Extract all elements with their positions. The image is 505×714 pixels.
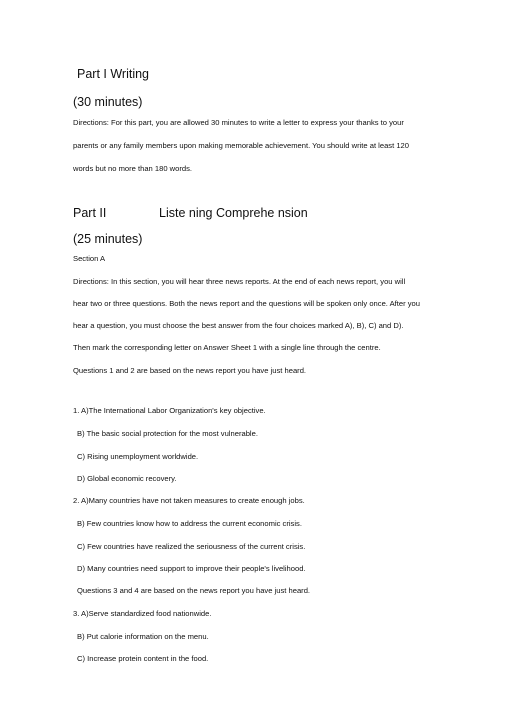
- question-1-option-d: D) Global economic recovery.: [77, 474, 177, 483]
- question-2-option-b: B) Few countries know how to address the current economic crisis.: [77, 519, 302, 528]
- part2-directions-line-4: Then mark the corresponding letter on Answer Sheet 1 with a single line through the centre.: [73, 343, 381, 352]
- question-3-option-c: C) Increase protein content in the food.: [77, 654, 209, 663]
- part2-title-part: Part II: [73, 206, 107, 220]
- part1-directions-line-2: parents or any family members upon making memorable achievement. You should write at least 120: [73, 141, 409, 150]
- part2-directions-line-5: Questions 1 and 2 are based on the news report you have just heard.: [73, 366, 307, 375]
- part1-directions-line-1: Directions: For this part, you are allowed 30 minutes to write a letter to express your thanks to your: [73, 118, 404, 127]
- question-2-option-d: D) Many countries need support to improve their people's livelihood.: [77, 564, 306, 573]
- part2-directions-line-2: hear two or three questions. Both the news report and the questions will be spoken only once. After you: [73, 299, 420, 308]
- part2-time: (25 minutes): [73, 232, 143, 246]
- question-1-option-a: 1. A)The International Labor Organization's key objective.: [73, 406, 266, 415]
- question-2-option-a: 2. A)Many countries have not taken measures to create enough jobs.: [73, 496, 305, 505]
- section-a-label: Section A: [73, 254, 106, 263]
- part1-title: Part I Writing: [77, 67, 150, 81]
- questions-3-4-note: Questions 3 and 4 are based on the news report you have just heard.: [77, 586, 311, 595]
- question-3-option-a: 3. A)Serve standardized food nationwide.: [73, 609, 212, 618]
- question-1-option-b: B) The basic social protection for the most vulnerable.: [77, 429, 258, 438]
- part2-title-section: Liste ning Comprehe nsion: [159, 206, 308, 220]
- part2-directions-line-3: hear a question, you must choose the best answer from the four choices marked A), B), C) and D).: [73, 321, 404, 330]
- part1-time: (30 minutes): [73, 95, 143, 109]
- part2-directions-line-1: Directions: In this section, you will hear three news reports. At the end of each news report, you will: [73, 277, 406, 286]
- question-3-option-b: B) Put calorie information on the menu.: [77, 632, 209, 641]
- question-1-option-c: C) Rising unemployment worldwide.: [77, 452, 199, 461]
- part1-directions-line-3: words but no more than 180 words.: [73, 164, 193, 173]
- question-2-option-c: C) Few countries have realized the seriousness of the current crisis.: [77, 542, 306, 551]
